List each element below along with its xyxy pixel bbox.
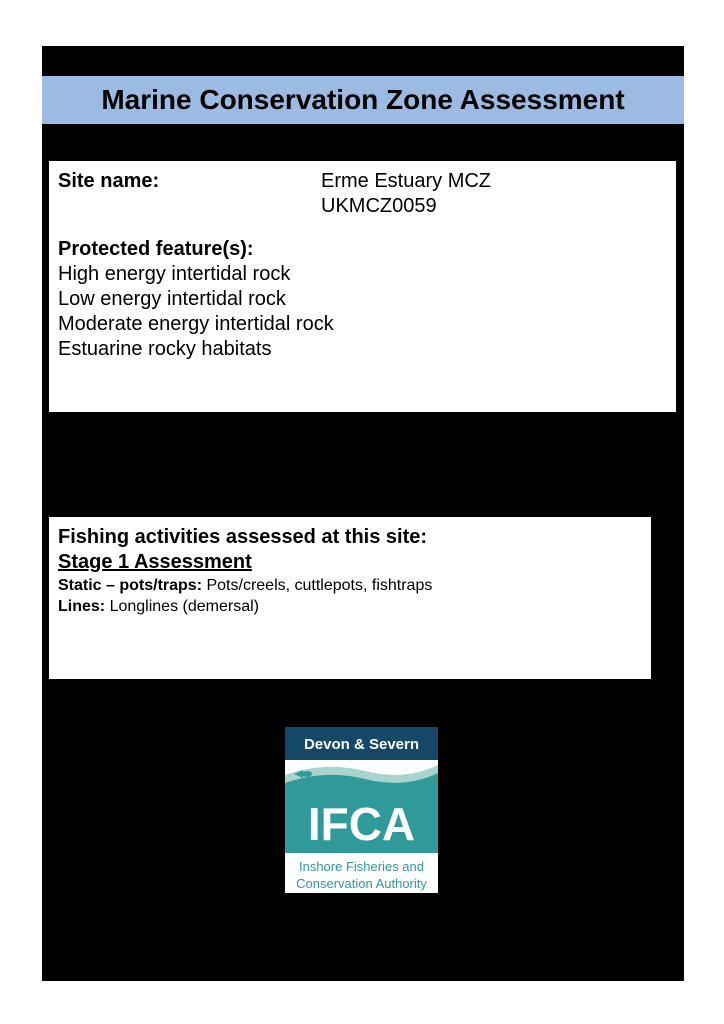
ifca-logo [285, 727, 438, 893]
title-bar [42, 76, 684, 124]
fishing-activities-heading: Fishing activities assessed at this site: [58, 526, 428, 548]
protected-features-list [58, 262, 667, 362]
activity-item [58, 575, 642, 596]
site-name-value [321, 169, 491, 219]
stage-heading: Stage 1 Assessment [58, 551, 252, 573]
protected-feature-item: Estuarine rocky habitats [58, 338, 272, 360]
activity-item [58, 596, 642, 617]
activity-label: Static – pots/traps: [58, 577, 203, 594]
site-name: Erme Estuary MCZ [321, 170, 492, 192]
protected-feature-item: Moderate energy intertidal rock [58, 313, 334, 335]
site-code: UKMCZ0059 [321, 195, 437, 217]
logo-bottom-line1: Inshore Fisheries and [298, 859, 425, 874]
site-name-label: Site name: [58, 170, 160, 192]
activity-label: Lines: [58, 598, 106, 615]
logo-top-text: Devon & Severn [303, 736, 420, 753]
fishing-activities-panel [49, 517, 651, 679]
site-name-row [58, 169, 667, 219]
protected-features-heading: Protected feature(s): [58, 238, 254, 260]
logo-bottom-line2: Conservation Authority [296, 876, 427, 891]
protected-feature-item: High energy intertidal rock [58, 263, 291, 285]
activity-value: Longlines (demersal) [105, 598, 259, 615]
logo-main-text: IFCA [307, 798, 416, 850]
activity-value: Pots/creels, cuttlepots, fishtraps [202, 577, 433, 594]
document-title: Marine Conservation Zone Assessment [101, 84, 625, 115]
protected-feature-item: Low energy intertidal rock [58, 288, 286, 310]
site-info-panel [49, 161, 676, 412]
